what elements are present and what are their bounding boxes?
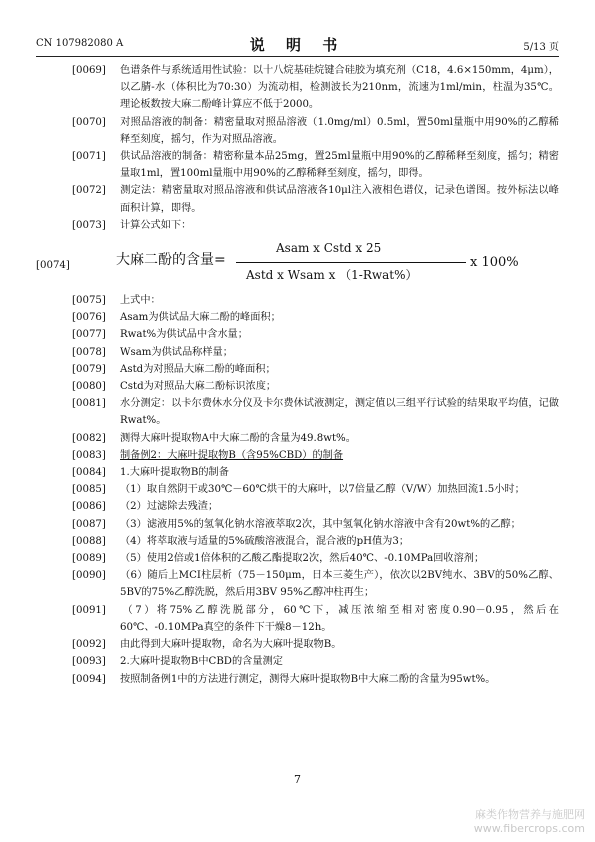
paragraph — [36, 481, 559, 498]
paragraph-number: [0094] — [72, 673, 106, 685]
watermark-line: 麻类作物营养与施肥网 — [475, 808, 585, 821]
document-title: 说 明 书 — [249, 36, 346, 54]
paragraph — [36, 464, 559, 481]
page-indicator: 5/13 页 — [523, 42, 559, 53]
paragraph-number: [0082] — [72, 432, 106, 444]
paragraph-number: [0084] — [72, 467, 106, 479]
page-header — [36, 34, 559, 54]
paragraph-text: 由此得到大麻叶提取物，命名为大麻叶提取物B。 — [120, 639, 342, 651]
paragraph-text: （6）随后上MCI柱层析（75－150μm，日本三菱生产），依次以2BV纯水、3BV的50%乙醇、5BV的75%乙醇洗脱，然后用3BV 95%乙醇冲柱再生； — [120, 570, 559, 599]
paragraph-text: 上式中： — [120, 295, 161, 307]
paragraph-text: Wsam为供试品称样量； — [120, 346, 233, 358]
paragraph-number: [0090] — [72, 570, 106, 582]
paragraph-number: [0071] — [72, 151, 106, 163]
paragraph-text: 按照制备例1中的方法进行测定，测得大麻叶提取物B中大麻二酚的含量为95wt%。 — [120, 673, 496, 685]
paragraph-number: [0076] — [72, 312, 106, 324]
paragraph-number: [0089] — [72, 553, 106, 565]
paragraph-text: Astd为对照品大麻二酚的峰面积； — [120, 363, 276, 375]
paragraph-number: [0079] — [72, 363, 106, 375]
paragraph — [36, 309, 559, 326]
paragraph-number: [0092] — [72, 639, 106, 651]
paragraph-text: 供试品溶液的制备：精密称量本品25mg，置25ml量瓶中用90%的乙醇稀释至刻度，摇匀；精密量取1ml，置100ml量瓶中用90%的乙醇稀释至刻度，摇匀，即得。 — [120, 151, 559, 180]
paragraph — [36, 533, 559, 550]
formula-numerator: Asam x Cstd x 25 — [276, 241, 382, 256]
paragraph — [36, 671, 559, 688]
paragraph — [36, 217, 559, 234]
paragraph — [36, 602, 559, 636]
paragraph-number: [0069] — [72, 65, 106, 76]
paragraph-number: [0070] — [72, 116, 106, 128]
paragraph-text: 测定法：精密量取对照品溶液和供试品溶液各10μl注入液相色谱仪，记录色谱图。按外标法以峰面积计算，即得。 — [120, 185, 559, 214]
paragraph-number: [0074] — [36, 260, 70, 272]
paragraph-text: （7）将75%乙醇洗脱部分，60℃下，减压浓缩至相对密度0.90－0.95，然后在60℃、-0.10MPa真空的条件下干燥8－12h。 — [120, 604, 559, 633]
paragraph-number: [0078] — [72, 346, 106, 358]
paragraph-number: [0073] — [72, 219, 106, 231]
formula-denominator: Astd x Wsam x （1-Rwat%） — [246, 268, 418, 283]
paragraph-text: （1）取自然阴干或30℃－60℃烘干的大麻叶，以7倍量乙醇（V/W）加热回流1.5小时； — [120, 484, 525, 496]
paragraph-number: [0093] — [72, 656, 106, 668]
paragraph-text: Rwat%为供试品中含水量； — [120, 329, 248, 341]
formula-label: 大麻二酚的含量= — [116, 252, 226, 269]
paragraph-number: [0087] — [72, 518, 106, 530]
paragraph — [36, 148, 559, 182]
paragraph — [36, 430, 559, 447]
patent-number: CN 107982080 A — [36, 38, 124, 49]
paragraph-text: 对照品溶液的制备：精密量取对照品溶液（1.0mg/ml）0.5ml，置50ml量瓶中用90%的乙醇稀释至刻度，摇匀，作为对照品溶液。 — [120, 116, 559, 145]
paragraph — [36, 114, 559, 148]
paragraph-number: [0080] — [72, 381, 106, 393]
paragraph — [36, 326, 559, 343]
content-formula — [36, 240, 559, 286]
paragraph-number: [0072] — [72, 185, 106, 197]
paragraph-text: （3）滤液用5%的氢氧化钠水溶液萃取2次，其中氢氧化钠水溶液中含有20wt%的乙醇； — [120, 518, 521, 530]
paragraph — [36, 62, 559, 114]
paragraph-number: [0083] — [72, 449, 106, 461]
fraction-bar — [236, 262, 466, 263]
paragraph-number: [0086] — [72, 501, 106, 513]
paragraph — [36, 653, 559, 670]
paragraph — [36, 378, 559, 395]
site-watermark — [474, 808, 585, 836]
paragraph-text: （5）使用2倍或1倍体积的乙酸乙酯提取2次，然后40℃、-0.10MPa回收溶剂； — [120, 553, 485, 565]
paragraph-text: 水分测定：以卡尔费休水分仪及卡尔费休试液测定，测定值以三组平行试验的结果取平均值，记做Rwat%。 — [120, 398, 559, 427]
paragraph — [36, 550, 559, 567]
paragraph-text: 1.大麻叶提取物B的制备 — [120, 467, 229, 479]
paragraph-text: 计算公式如下： — [120, 219, 192, 231]
paragraph — [36, 292, 559, 309]
paragraph — [36, 361, 559, 378]
section-heading: 制备例2：大麻叶提取物B（含95%CBD）的制备 — [120, 449, 344, 461]
paragraph — [36, 395, 559, 429]
paragraph-number: [0081] — [72, 398, 106, 410]
paragraph — [36, 182, 559, 216]
paragraph — [36, 344, 559, 361]
paragraph-text: 2.大麻叶提取物B中CBD的含量测定 — [120, 656, 283, 668]
paragraph-text: Asam为供试品大麻二酚的峰面积； — [120, 312, 281, 324]
paragraph-text: Cstd为对照品大麻二酚标识浓度； — [120, 381, 277, 393]
watermark-line: www.fibercrops.com — [473, 822, 585, 835]
paragraph-number: [0085] — [72, 484, 106, 496]
paragraph — [36, 498, 559, 515]
paragraph-number: [0091] — [72, 604, 106, 616]
paragraph-text: 测得大麻叶提取物A中大麻二酚的含量为49.8wt%。 — [120, 432, 356, 444]
paragraph — [36, 516, 559, 533]
paragraph-number: [0088] — [72, 535, 106, 547]
paragraph — [36, 447, 559, 464]
page-number: 7 — [294, 773, 301, 786]
paragraph-text: （2）过滤除去残渣； — [120, 501, 219, 513]
paragraph-number: [0075] — [72, 295, 106, 307]
paragraph — [36, 567, 559, 601]
paragraph-text: 色谱条件与系统适用性试验：以十八烷基硅烷键合硅胶为填充剂（C18，4.6×150mm，4μm），以乙腈-水（体积比为70:30）为流动相，检测波长为210nm，流速为1ml/min，柱温为35℃。理论板数按大麻二酚峰计算应不低于2000。 — [120, 65, 559, 111]
paragraph-number: [0077] — [72, 329, 106, 341]
paragraph — [36, 636, 559, 653]
document-body — [36, 62, 559, 688]
header-divider — [36, 56, 559, 57]
formula-multiplier: x 100% — [470, 255, 519, 271]
paragraph-text: （4）将萃取液与适量的5%硫酸溶液混合，混合液的pH值为3； — [120, 535, 410, 547]
